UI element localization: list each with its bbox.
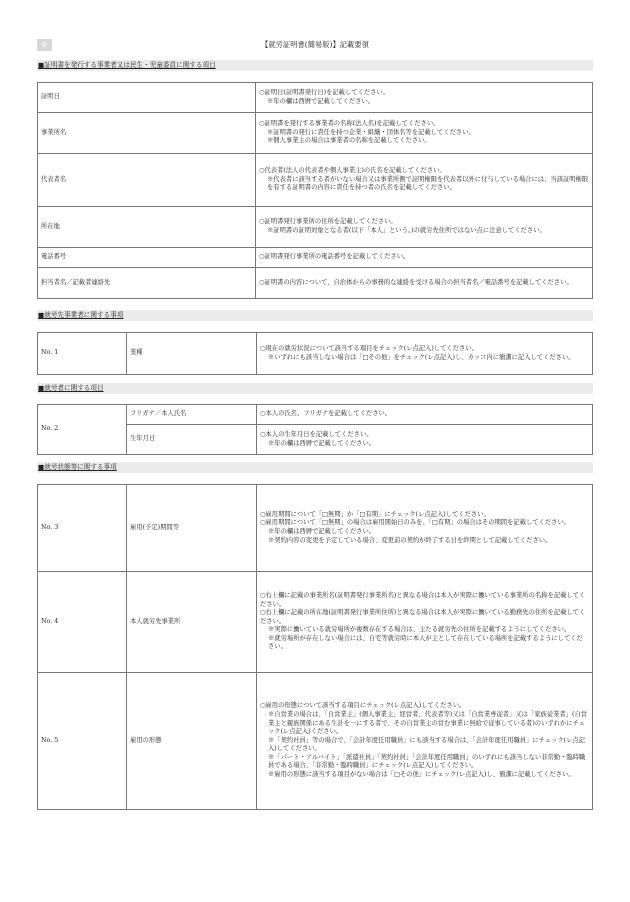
- row-description: ○証明日(証明書発行日)を記載してください。 ※年の欄は西暦で記載してください。: [256, 83, 593, 113]
- row-description: ○本人の氏名、フリガナを記載してください。: [257, 405, 593, 425]
- page-badge: B: [37, 39, 52, 51]
- table-row: [38, 333, 593, 375]
- section-header-employment: ■就労状態等に関する事項: [37, 462, 593, 473]
- row-label: 雇用の形態: [127, 673, 257, 810]
- table-row: [38, 83, 593, 113]
- issuer-table: [37, 82, 593, 299]
- table-row: [38, 113, 593, 154]
- table-row: [38, 673, 593, 810]
- row-number: No. 5: [38, 673, 127, 810]
- worker-table: [37, 404, 593, 455]
- table-row: [38, 405, 593, 425]
- section-header-employer: ■就労先事業者に関する事項: [37, 310, 593, 321]
- row-description: ○証明書を発行する事業者の名称(法人名)を記載してください。 ※証明書の発行に責任を持つ企業・組織・団体名等を記載してください。 ※個人事業主の場合は事業者の名称を記載してください。: [256, 113, 593, 154]
- row-number: No. 1: [38, 333, 127, 375]
- table-row: [38, 485, 593, 572]
- row-description: ○証明書発行事業所の電話番号を記載してください。: [256, 248, 593, 268]
- row-label: 本人就労先事業所: [127, 572, 257, 673]
- row-label: 代表者名: [38, 154, 256, 207]
- row-label: 電話番号: [38, 248, 256, 268]
- row-description: ○本人の生年月日を記載してください。 ※年の欄は西暦で記載してください。: [257, 425, 593, 455]
- row-description: ○証明書の内容について、自治体からの事務的な連絡を受ける場合の担当者名／電話番号を記載してください。: [256, 268, 593, 299]
- row-description: ○現在の就労状況について該当する項目をチェック(レ点記入)してください。 ※いずれにも該当しない場合は「□その他」をチェック(レ点記入)し、カッコ内に簡潔に記入してください。: [257, 333, 593, 375]
- table-row: [38, 207, 593, 248]
- row-description: ○雇用期間について「□無期」か「□有期」にチェック(レ点記入)してください。 ○雇用期間について「□無期」の場合は雇用開始日のみを、「□有期」の場合はその期間を記載してください。 ※年の欄は西暦で記載してください。 ※契約内容の変更を予定している場合、変更前の契約が終了する日を終期として記載してください。: [257, 485, 593, 572]
- employer-table: [37, 332, 593, 375]
- document-title: 【就労証明書(簡易版)】記載要領: [261, 40, 369, 49]
- table-row: [38, 268, 593, 299]
- table-row: [38, 572, 593, 673]
- row-label: 業種: [127, 333, 257, 375]
- row-description: ○代表者(法人の代表者や個人事業主)の氏名を記載してください。 ※代表者に該当する者がいない場合又は事業所側で証明権限を代表者以外に付与している場合には、当該証明権限を有する証明書の内容に責任を持つ者の氏名を記載してください。: [256, 154, 593, 207]
- table-row: [38, 154, 593, 207]
- employment-table: [37, 484, 593, 810]
- row-number: No. 4: [38, 572, 127, 673]
- table-row: [38, 248, 593, 268]
- row-label: 証明日: [38, 83, 256, 113]
- section-header-worker: ■就労者に関する項目: [37, 383, 593, 394]
- row-label: 担当者名／記載者連絡先: [38, 268, 256, 299]
- row-description: ○右上欄に記載の事業所名(証明書発行事業所名)と異なる場合は本人が実際に働いている事業所の名称を記載してください。 ○右上欄に記載の所在地(証明書発行事業所住所)と異なる場合は本人が実際に働いている勤務先の住所を記載してください。 ※実際に働いている就労場所が複数存在する場合は、主たる就労先の住所を記載するようにしてください。 ※就労場所が存在しない場合には、自宅等就労時に本人が主として存在している場所を記載するようにしてください。: [257, 572, 593, 673]
- row-description: ○証明書発行事業所の住所を記載してください。 ※証明書の証明対象となる者(以下「本人」という。)の就労先住所ではない点に注意してください。: [256, 207, 593, 248]
- row-number: No. 2: [38, 405, 127, 455]
- row-number: No. 3: [38, 485, 127, 572]
- row-label: 雇用(予定)期間等: [127, 485, 257, 572]
- row-label: フリガナ／本人氏名: [127, 405, 257, 425]
- row-description: ○雇用の形態について該当する項目にチェック(レ点記入)してください。 ※自営業の場合は、「自営業主」(個人事業主、経営者、代表者等)又は「自営業専従者」又は「家族従業者」(自営業主と親族関係にある生計を一にする者で、その自営業主の営む事業に無給で従事している者)のいずれかにチェック(レ点記入)ください。 ※「契約社員」等の場合で、「会計年度任用職員」にも該当する場合は、「会計年度任用職員」にチェック(レ点記入)してください。 ※「パート・アルバイト」「派遣社員」「契約社員」「会計年度任用職員」のいずれにも該当しない非常勤・臨時職員である場合、「非常勤・臨時職員」にチェック(レ点記入)してください。 ※雇用の形態に該当する項目がない場合は「□その他」にチェック(レ点記入)し、簡潔に記載してください。: [257, 673, 593, 810]
- row-label: 生年月日: [127, 425, 257, 455]
- row-label: 所在地: [38, 207, 256, 248]
- section-header-issuer: ■証明書を発行する事業者又は民生・児童委員に関する項目: [37, 60, 593, 71]
- row-label: 事業所名: [38, 113, 256, 154]
